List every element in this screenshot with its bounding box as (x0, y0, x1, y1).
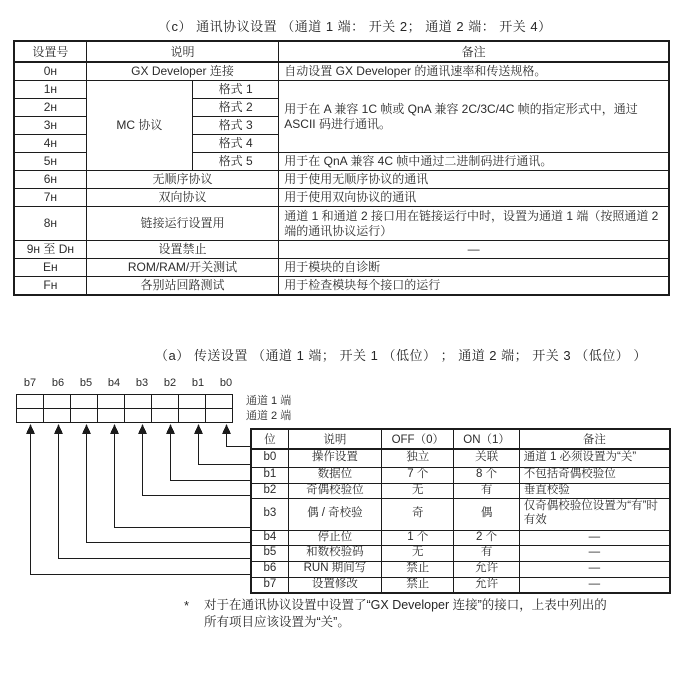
cell-bit: b1 (251, 467, 288, 483)
cell-description: 各别站回路测试 (86, 277, 279, 296)
header-bit: 位 (251, 429, 288, 449)
cell-remark: — (519, 577, 670, 593)
cell-bit: b2 (251, 483, 288, 498)
connector-b5 (87, 432, 251, 543)
section-c-title: （c） 通讯协议设置 （通道 1 端： 开关 2； 通道 2 端： 开关 4） (158, 19, 552, 34)
cell-setting-no: 4ʜ (14, 135, 86, 153)
table-row (251, 449, 670, 467)
cell-on: 2 个 (454, 530, 519, 545)
arrow-up-icon (166, 424, 175, 434)
connector-b1 (199, 432, 251, 465)
cell-description: 操作设置 (288, 449, 381, 467)
bit-label: b4 (107, 377, 121, 389)
cell-description: 设置禁止 (86, 241, 279, 259)
bit-label: b1 (191, 377, 205, 389)
transmission-settings-table (250, 428, 671, 594)
footnote-text (204, 597, 607, 631)
cell-description: 双向协议 (86, 189, 279, 207)
cell-remark: 仅奇偶校验位设置为“有”时有效 (519, 498, 670, 530)
table-row (251, 467, 670, 483)
section-a-title: （a） 传送设置 （通道 1 端； 开关 1 （低位） ； 通道 2 端； 开关 3 （低位） ） (155, 348, 647, 363)
channel-2-bit-row (17, 409, 233, 423)
cell-off: 奇 (382, 498, 454, 530)
cell-format: 格式 4 (193, 135, 279, 153)
cell-description: 设置修改 (288, 577, 381, 593)
cell-off: 1 个 (382, 530, 454, 545)
arrow-up-icon (82, 424, 91, 434)
cell-remark: — (519, 561, 670, 577)
cell-on: 8 个 (454, 467, 519, 483)
cell-setting-no: 8ʜ (14, 207, 86, 241)
table-row (251, 545, 670, 561)
header-off: OFF（0） (382, 429, 454, 449)
table-row (14, 207, 669, 241)
bit-label: b7 (23, 377, 37, 389)
cell-format: 格式 2 (193, 99, 279, 117)
cell-description: RUN 期间写 (288, 561, 381, 577)
cell-remark: — (519, 545, 670, 561)
cell-remark: — (519, 530, 670, 545)
table-row (251, 577, 670, 593)
table-row (14, 81, 669, 99)
header-description: 说明 (86, 41, 279, 62)
cell-remark: 通道 1 必须设置为“关” (519, 449, 670, 467)
cell-bit: b6 (251, 561, 288, 577)
cell-on: 有 (454, 483, 519, 498)
cell-description: ROM/RAM/开关测试 (86, 259, 279, 277)
arrow-up-icon (110, 424, 119, 434)
cell-remark: 用于使用无顺序协议的通讯 (279, 171, 669, 189)
table-row (14, 277, 669, 296)
cell-description: GX Developer 连接 (86, 62, 279, 81)
cell-description: 停止位 (288, 530, 381, 545)
connector-b0 (227, 432, 251, 447)
channel-2-label: 通道 2 端 (246, 410, 292, 422)
cell-setting-no: 9ʜ 至 Dʜ (14, 241, 86, 259)
channel-1-bit-row (17, 395, 233, 409)
cell-remark: 用于使用双向协议的通讯 (279, 189, 669, 207)
arrow-up-icon (222, 424, 231, 434)
table-row (14, 171, 669, 189)
table-row (251, 483, 670, 498)
cell-setting-no: 3ʜ (14, 117, 86, 135)
footnote-line-1: 对于在通讯协议设置中设置了“GX Developer 连接”的接口，上表中列出的 (204, 598, 607, 612)
header-setting-no: 设置号 (14, 41, 86, 62)
bit-label: b2 (163, 377, 177, 389)
cell-bit: b4 (251, 530, 288, 545)
cell-on: 允许 (454, 561, 519, 577)
bit-boxes-grid (16, 394, 233, 423)
bit-label: b0 (219, 377, 233, 389)
cell-format: 格式 3 (193, 117, 279, 135)
cell-setting-no: 7ʜ (14, 189, 86, 207)
cell-off: 禁止 (382, 577, 454, 593)
cell-setting-no: 0ʜ (14, 62, 86, 81)
cell-format: 格式 5 (193, 153, 279, 171)
cell-description: 链接运行设置用 (86, 207, 279, 241)
cell-off: 禁止 (382, 561, 454, 577)
arrow-up-icon (26, 424, 35, 434)
cell-description: 奇偶校验位 (288, 483, 381, 498)
cell-description: 数据位 (288, 467, 381, 483)
cell-remark: 通道 1 和通道 2 接口用在链接运行中时，设置为通道 1 端（按照通道 2 端的通讯协议运行） (279, 207, 669, 241)
table-row (251, 561, 670, 577)
header-description: 说明 (288, 429, 381, 449)
cell-off: 无 (382, 483, 454, 498)
cell-remark: 不包括奇偶校验位 (519, 467, 670, 483)
arrow-up-icon (54, 424, 63, 434)
cell-remark: 自动设置 GX Developer 的通讯速率和传送规格。 (279, 62, 669, 81)
bit-label: b6 (51, 377, 65, 389)
cell-off: 独立 (382, 449, 454, 467)
table-header-row (14, 41, 669, 62)
arrow-up-icon (194, 424, 203, 434)
footnote-line-2: 所有项目应该设置为“关”。 (204, 615, 350, 629)
cell-remark-merged: 用于在 A 兼容 1C 帧或 QnA 兼容 2C/3C/4C 帧的指定形式中，通过 ASCII 码进行通讯。 (279, 81, 669, 153)
cell-remark: 用于检查模块每个接口的运行 (279, 277, 669, 296)
cell-off: 7 个 (382, 467, 454, 483)
channel-1-label: 通道 1 端 (246, 395, 292, 407)
footnote (184, 597, 664, 631)
cell-on: 关联 (454, 449, 519, 467)
cell-bit: b7 (251, 577, 288, 593)
cell-on: 有 (454, 545, 519, 561)
cell-description: 偶 / 奇校验 (288, 498, 381, 530)
cell-format: 格式 1 (193, 81, 279, 99)
cell-setting-no: 5ʜ (14, 153, 86, 171)
cell-mc-protocol: MC 协议 (86, 81, 192, 171)
connector-b7 (31, 432, 251, 575)
connector-b2 (171, 432, 251, 481)
table-row (251, 530, 670, 545)
bit-label: b5 (79, 377, 93, 389)
header-on: ON（1） (454, 429, 519, 449)
bit-connector-lines (0, 424, 260, 586)
cell-bit: b5 (251, 545, 288, 561)
header-remarks: 备注 (279, 41, 669, 62)
cell-remark: 用于在 QnA 兼容 4C 帧中通过二进制码进行通讯。 (279, 153, 669, 171)
cell-description: 和数校验码 (288, 545, 381, 561)
table-row (14, 62, 669, 81)
cell-on: 偶 (454, 498, 519, 530)
cell-setting-no: 6ʜ (14, 171, 86, 189)
table-row (251, 498, 670, 530)
cell-bit: b3 (251, 498, 288, 530)
cell-setting-no: Eʜ (14, 259, 86, 277)
table-row (14, 259, 669, 277)
cell-bit: b0 (251, 449, 288, 467)
cell-remark: 垂直校验 (519, 483, 670, 498)
cell-on: 允许 (454, 577, 519, 593)
header-remarks: 备注 (519, 429, 670, 449)
cell-remark: 用于模块的自诊断 (279, 259, 669, 277)
connector-b3 (143, 432, 251, 496)
protocol-settings-table (13, 40, 670, 296)
cell-off: 无 (382, 545, 454, 561)
cell-remark: — (279, 241, 669, 259)
bit-labels-row (16, 377, 240, 389)
cell-setting-no: 2ʜ (14, 99, 86, 117)
cell-setting-no: Fʜ (14, 277, 86, 296)
cell-setting-no: 1ʜ (14, 81, 86, 99)
bit-label: b3 (135, 377, 149, 389)
arrow-up-icon (138, 424, 147, 434)
table-header-row (251, 429, 670, 449)
cell-description: 无顺序协议 (86, 171, 279, 189)
table-row (14, 241, 669, 259)
table-row (14, 189, 669, 207)
asterisk-marker: * (184, 598, 190, 613)
